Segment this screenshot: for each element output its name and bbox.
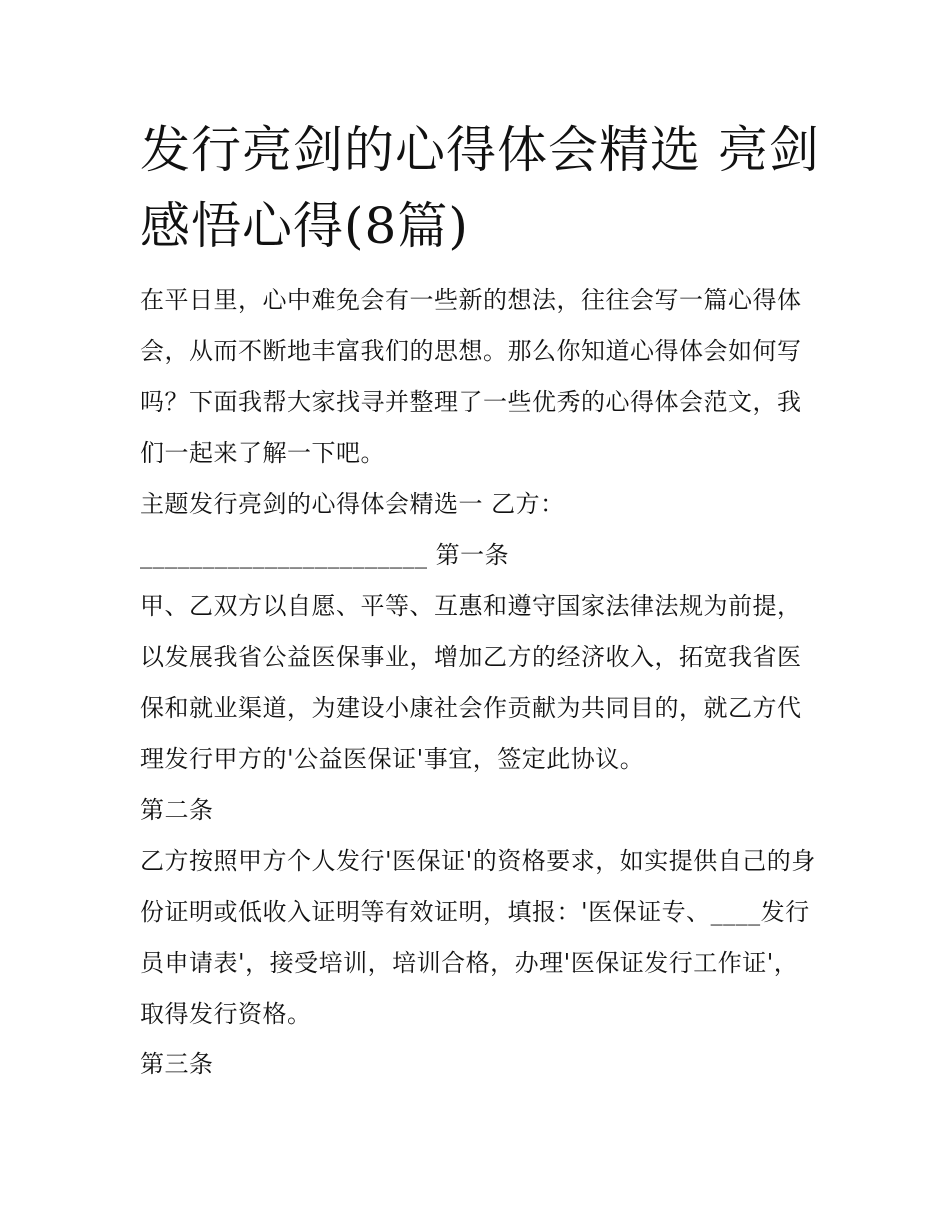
- article-1-body: 甲、乙双方以自愿、平等、互惠和遵守国家法律法规为前提，以发展我省公益医保事业，增加乙方的经济收入，拓宽我省医保和就业渠道，为建设小康社会作贡献为共同目的，就乙方代理发行甲方的'公益医保证'事宜，签定此协议。: [140, 592, 802, 773]
- intro-paragraph: 在平日里，心中难免会有一些新的想法，往往会写一篇心得体会，从而不断地丰富我们的思想。那么你知道心得体会如何写吗？下面我帮大家找寻并整理了一些优秀的心得体会范文，我们一起来了解一下吧。: [140, 286, 802, 467]
- article-1-line: _______________________ 第一条: [140, 541, 510, 569]
- article-2-body: 乙方按照甲方个人发行'医保证'的资格要求，如实提供自己的身份证明或低收入证明等有效证明，填报：'医保证专、____发行员申请表'，接受培训，培训合格，办理'医保证发行工作证'，取得发行资格。: [140, 847, 816, 1028]
- document-title: 发行亮剑的心得体会精选 亮剑感悟心得(8篇): [140, 121, 820, 255]
- article-3-heading: 第三条: [140, 1050, 214, 1078]
- topic-line: 主题发行亮剑的心得体会精选一 乙方：: [140, 490, 565, 518]
- article-2-heading: 第二条: [140, 796, 214, 824]
